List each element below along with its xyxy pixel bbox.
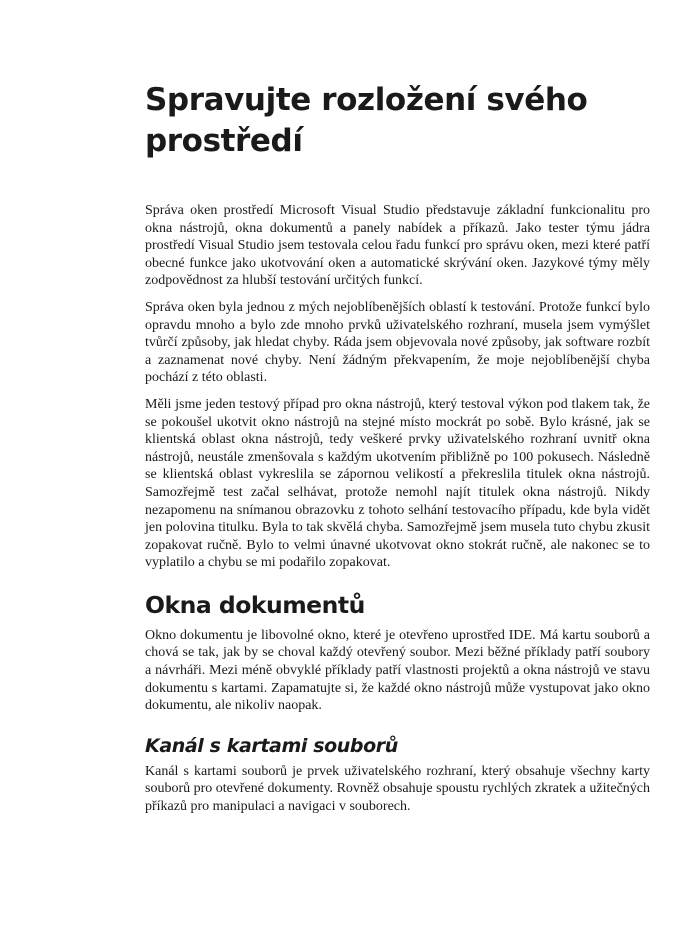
chapter-title: Spravujte rozložení svého prostředí (145, 82, 588, 159)
subsection-heading-file-tab-channel: Kanál s kartami souborů (145, 734, 398, 757)
document-windows-paragraph: Okno dokumentu je libovolné okno, které je otevřeno uprostřed IDE. Má kartu souborů a chová se tak, jak by se choval každý otevřený soubor. Mezi běžné příklady patří soubory a návrháři. Mezi méně obvyklé příklady patří vlastnosti projektů a okna nástrojů ve stavu dokumentu s kartami. Zapamatujte si, že každé okno nástrojů může vystupovat jako okno dokumentu, ale nikoliv naopak. (145, 627, 650, 714)
section-heading-document-windows: Okna dokumentů (145, 590, 365, 619)
intro-paragraph-3: Měli jsme jeden testový případ pro okna nástrojů, který testoval výkon pod tlakem tak, že se pokoušel ukotvit okno nástrojů na stejné místo mockrát po sobě. Bylo krásné, jak se klientská oblast okna nástrojů, tedy veškeré prvky uživatelského rozhraní uvnitř okna nástrojů, neustále zmenšovala s každým ukotvením přibližně po 100 pokusech. Následně se klientská oblast vykreslila se zápornou velikostí a překreslila titulek okna nástrojů. Samozřejmě test začal selhávat, protože nemohl najít titulek okna nástrojů. Nikdy nezapomenu na snímanou obrazovku z tohoto selhání testovacího případu, kde byla vidět jen polovina titulku. Byla to tak skvělá chyba. Samozřejmě jsem musela tuto chybu zkusit zopakovat ručně. Bylo to velmi únavné ukotvovat okno stokrát ručně, ale nakonec se to vyplatilo a chybu se mi podařilo zopakovat. (145, 396, 650, 571)
page-content (145, 80, 650, 825)
intro-paragraph-1: Správa oken prostředí Microsoft Visual Studio představuje základní funkcionalitu pro okna nástrojů, okna dokumentů a panely nabídek a příkazů. Jako tester týmu jádra prostředí Visual Studio jsem testovala celou řadu funkcí pro správu oken, mezi které patří obecné funkce jako ukotvování oken a automatické skrývání oken. Jazykové týmy měly zodpovědnost za hlubší testování určitých funkcí. (145, 203, 650, 289)
intro-paragraph-2: Správa oken byla jednou z mých nejoblíbenějších oblastí k testování. Protože funkcí bylo opravdu mnoho a bylo zde mnoho prvků uživatelského rozhraní, musela jsem vymýšlet tvůrčí způsoby, jak hledat chyby. Ráda jsem objevovala nové způsoby, jak software rozbít a zaznamenat nové chyby. Není žádným překvapením, že moje nejoblíbenější chyba pochází z této oblasti. (145, 299, 650, 386)
file-tab-channel-paragraph: Kanál s kartami souborů je prvek uživatelského rozhraní, který obsahuje všechny karty souborů pro otevřené dokumenty. Rovněž obsahuje spoustu rychlých zkratek a užitečných příkazů pro manipulaci a navigaci v souborech. (145, 763, 650, 815)
